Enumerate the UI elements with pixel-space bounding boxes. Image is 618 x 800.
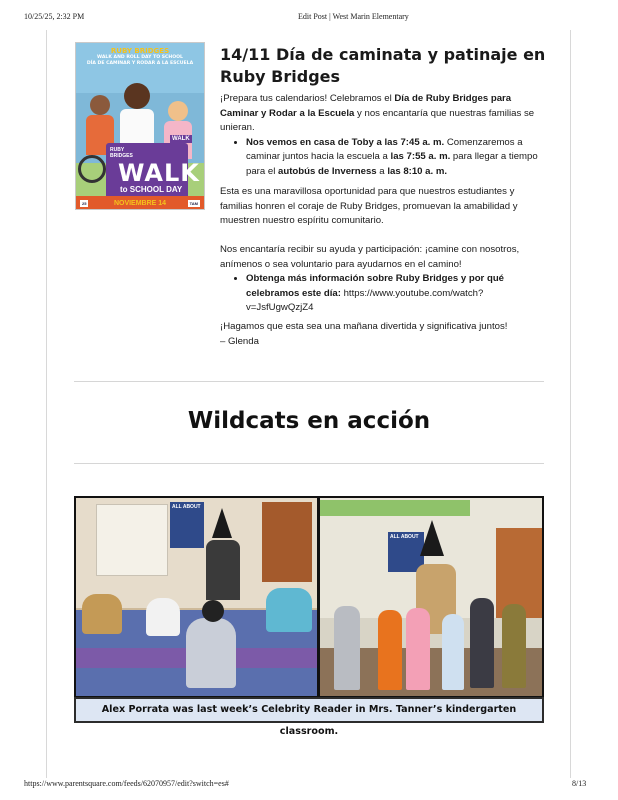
left-child-front <box>186 618 236 688</box>
poster-sign-school-day: to SCHOOL DAY <box>120 185 183 194</box>
post-paragraph-opportunity: Esta es una maravillosa oportunidad para que nuestros estudiantes y familias honren el coraje de Ruby Bridges, promuevan la amabilidad y muestren nuestro espíritu comunitario. <box>220 186 518 226</box>
section-divider-bottom <box>74 463 544 464</box>
info-list <box>220 272 538 316</box>
left-child-head <box>202 600 224 622</box>
poster-subtitle-en: WALK AND ROLL DAY TO SCHOOL <box>97 55 183 60</box>
meeting-walk-time: las 7:55 a. m. <box>390 151 451 162</box>
meeting-bus-time: las 8:10 a. m. <box>387 165 448 177</box>
print-footer-page: 8/13 <box>572 779 587 788</box>
meeting-list <box>220 136 538 180</box>
section-divider-top <box>74 381 544 382</box>
left-child-c <box>266 588 312 632</box>
info-text-bold: Obtenga más información sobre Ruby Bridges y por qué celebramos este día: <box>246 273 505 299</box>
left-cabinet <box>262 502 312 582</box>
meeting-text-f: a <box>376 165 388 177</box>
meeting-list-item <box>246 136 538 180</box>
right-child-2 <box>378 610 402 690</box>
meeting-place: Nos vemos en casa de Toby a las 7:45 a. m. <box>246 136 445 148</box>
section-heading: Wildcats en acción <box>187 408 431 434</box>
intro-text-a: ¡Prepara tus calendarios! Celebramos el <box>220 93 395 104</box>
poster-bike-wheel <box>78 155 106 183</box>
poster-sign-line1: RUBY <box>110 147 125 153</box>
poster-date: NOVIEMBRE 14 <box>113 200 167 207</box>
youtube-link[interactable]: https://www.youtube.com/watch?v=JsfUgwQzjZ4 <box>246 287 484 313</box>
signature: – Glenda <box>220 335 259 347</box>
meeting-text-d: para llegar a tiempo para el <box>246 151 538 177</box>
poster-subtitle <box>78 55 202 67</box>
post-paragraph-help <box>220 243 538 316</box>
print-header-title: Edit Post | West Marin Elementary <box>298 12 409 21</box>
right-witch-hat <box>420 520 444 556</box>
poster-kid-sign: WALK <box>172 136 190 142</box>
left-child-a <box>82 594 122 634</box>
right-banner <box>320 500 470 516</box>
page-border-right <box>570 30 571 778</box>
poster-title: RUBY BRIDGES <box>110 47 170 55</box>
intro-text-bold: Día de Ruby Bridges para Caminar y Rodar a la Escuela <box>220 93 512 119</box>
print-footer-url: https://www.parentsquare.com/feeds/62070957/edit?switch=es# <box>24 779 229 788</box>
poster-logo-right: TAM <box>189 201 198 206</box>
post-title: 14/11 Día de caminata y patinaje en Ruby Bridges <box>220 45 546 86</box>
classroom-photo-right <box>320 498 542 696</box>
post-paragraph-intro <box>220 92 538 179</box>
post-paragraph-closing <box>220 320 538 349</box>
poster-kid-head-left <box>90 95 110 115</box>
ruby-bridges-poster <box>75 42 205 210</box>
photo-caption: Alex Porrata was last week’s Celebrity Reader in Mrs. Tanner’s kindergarten classroom. <box>74 697 544 723</box>
left-reader <box>206 540 240 600</box>
poster-kid-head-center <box>124 83 150 109</box>
right-child-1 <box>334 606 360 690</box>
poster-sign-walk: WALK <box>118 159 200 187</box>
closing-text: ¡Hagamos que esta sea una mañana divertida y significativa juntos! <box>220 321 508 332</box>
right-child-5 <box>470 598 494 688</box>
classroom-photos <box>74 496 544 698</box>
poster-subtitle-es: DÍA DE CAMINAR Y RODAR A LA ESCUELA <box>86 61 194 66</box>
right-child-6 <box>502 604 526 688</box>
left-board-label: ALL ABOUT <box>172 504 201 510</box>
print-header-datetime: 10/25/25, 2:32 PM <box>24 12 85 21</box>
meeting-text-b: Comenzaremos a caminar juntos hacia la escuela a <box>246 136 523 162</box>
left-child-b <box>146 598 180 636</box>
help-text: Nos encantaría recibir su ayuda y participación: ¡camine con nosotros, anímenos o sea voluntario para ayudarnos en el camino! <box>220 244 520 270</box>
page-border-left <box>46 30 47 778</box>
right-board-label: ALL ABOUT <box>390 534 419 540</box>
meeting-bus: autobús de Inverness <box>278 165 377 177</box>
intro-text-c: y nos encantaría que nuestras familias se unieran. <box>220 107 535 133</box>
classroom-photo-left <box>76 498 317 696</box>
poster-kid-head-right <box>168 101 188 121</box>
poster-sign-name <box>110 147 133 159</box>
right-child-4 <box>442 614 464 690</box>
poster-logo-left: 25 <box>82 201 87 206</box>
info-list-item <box>246 272 538 316</box>
left-poster-wall <box>96 504 168 576</box>
poster-sign-line2: BRIDGES <box>110 153 133 159</box>
left-witch-hat <box>212 508 232 538</box>
right-child-3 <box>406 608 430 690</box>
